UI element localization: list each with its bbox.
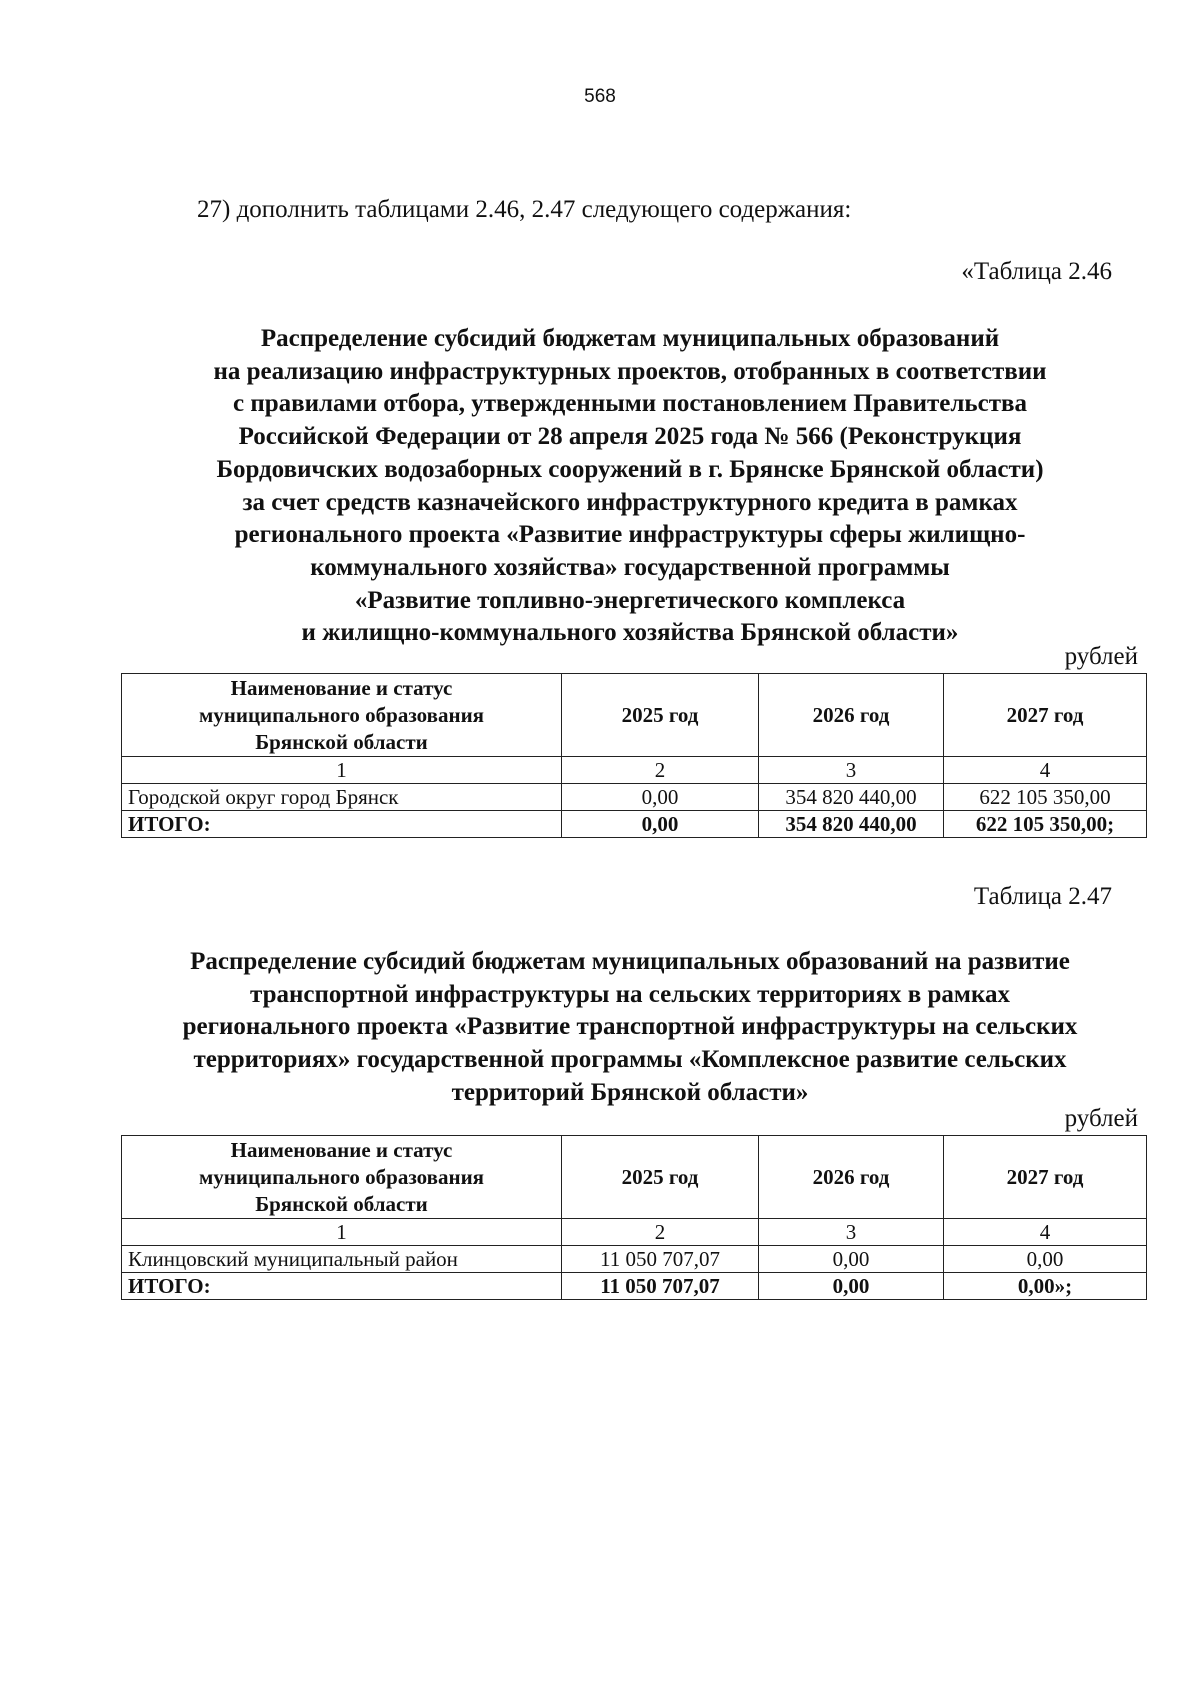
total-2025: 11 050 707,07 xyxy=(562,1273,759,1300)
heading-line: «Развитие топливно-энергетического комплекса xyxy=(354,586,906,614)
subsidy-table xyxy=(121,1135,1147,1300)
value-2025: 0,00 xyxy=(562,784,759,811)
value-2025: 11 050 707,07 xyxy=(562,1246,759,1273)
municipality-name: Клинцовский муниципальный район xyxy=(122,1246,562,1273)
column-header-name: Наименование и статус муниципального образования Брянской области xyxy=(122,1136,562,1219)
total-2027: 0,00»; xyxy=(944,1273,1147,1300)
value-2026: 354 820 440,00 xyxy=(759,784,944,811)
unit-label: рублей xyxy=(1064,643,1138,670)
column-header-2026: 2026 год xyxy=(759,1136,944,1219)
column-index-row xyxy=(122,757,1147,784)
heading-line: за счет средств казначейского инфраструктурного кредита в рамках xyxy=(242,488,1018,516)
heading-line: на реализацию инфраструктурных проектов, отобранных в соответствии xyxy=(213,357,1047,385)
heading-line: с правилами отбора, утвержденными постановлением Правительства xyxy=(232,390,1028,418)
table-row xyxy=(122,784,1147,811)
column-header-2025: 2025 год xyxy=(562,1136,759,1219)
column-index-row xyxy=(122,1219,1147,1246)
heading-line: коммунального хозяйства» государственной программы xyxy=(310,553,950,581)
heading-line: Распределение субсидий бюджетам муниципальных образований xyxy=(260,325,1000,352)
total-row xyxy=(122,811,1147,838)
table-row xyxy=(122,1246,1147,1273)
table-caption: Таблица 2.47 xyxy=(973,883,1112,910)
column-index: 2 xyxy=(562,1219,759,1246)
column-index: 2 xyxy=(562,757,759,784)
column-header-name: Наименование и статус муниципального образования Брянской области xyxy=(122,674,562,757)
total-label: ИТОГО: xyxy=(122,1273,562,1300)
column-index: 4 xyxy=(944,757,1147,784)
column-index: 4 xyxy=(944,1219,1147,1246)
heading-line: транспортной инфраструктуры на сельских территориях в рамках xyxy=(250,980,1010,1008)
subsidy-table xyxy=(121,673,1147,838)
column-header-2027: 2027 год xyxy=(944,1136,1147,1219)
total-2025: 0,00 xyxy=(562,811,759,838)
page-number: 568 xyxy=(584,86,616,107)
column-index: 1 xyxy=(122,1219,562,1246)
heading-line: Российской Федерации от 28 апреля 2025 года № 566 (Реконструкция xyxy=(238,423,1022,451)
value-2027: 622 105 350,00 xyxy=(944,784,1147,811)
total-2026: 0,00 xyxy=(759,1273,944,1300)
table-caption: «Таблица 2.46 xyxy=(961,258,1112,285)
heading-line: и жилищно-коммунального хозяйства Брянской области» xyxy=(301,619,959,647)
amendment-intro: 27) дополнить таблицами 2.46, 2.47 следующего содержания: xyxy=(197,196,852,223)
column-index: 1 xyxy=(122,757,562,784)
column-header-2025: 2025 год xyxy=(562,674,759,757)
value-2026: 0,00 xyxy=(759,1246,944,1273)
total-2027: 622 105 350,00; xyxy=(944,811,1147,838)
heading-line: регионального проекта «Развитие инфраструктуры сферы жилищно- xyxy=(234,521,1026,549)
heading-line: территориях» государственной программы «Комплексное развитие сельских xyxy=(193,1046,1067,1074)
column-index: 3 xyxy=(759,757,944,784)
municipality-name: Городской округ город Брянск xyxy=(122,784,562,811)
column-header-2026: 2026 год xyxy=(759,674,944,757)
heading-line: Распределение субсидий бюджетам муниципальных образований на развитие xyxy=(190,948,1070,975)
table-heading xyxy=(110,323,1150,650)
table-header-row xyxy=(122,1136,1147,1219)
table-heading xyxy=(110,946,1150,1110)
column-index: 3 xyxy=(759,1219,944,1246)
value-2027: 0,00 xyxy=(944,1246,1147,1273)
total-label: ИТОГО: xyxy=(122,811,562,838)
heading-line: территорий Брянской области» xyxy=(451,1078,809,1106)
total-2026: 354 820 440,00 xyxy=(759,811,944,838)
total-row xyxy=(122,1273,1147,1300)
table-header-row xyxy=(122,674,1147,757)
heading-line: регионального проекта «Развитие транспортной инфраструктуры на сельских xyxy=(182,1013,1078,1041)
heading-line: Бордовичских водозаборных сооружений в г. Брянске Брянской области) xyxy=(216,455,1044,483)
column-header-2027: 2027 год xyxy=(944,674,1147,757)
unit-label: рублей xyxy=(1064,1105,1138,1132)
